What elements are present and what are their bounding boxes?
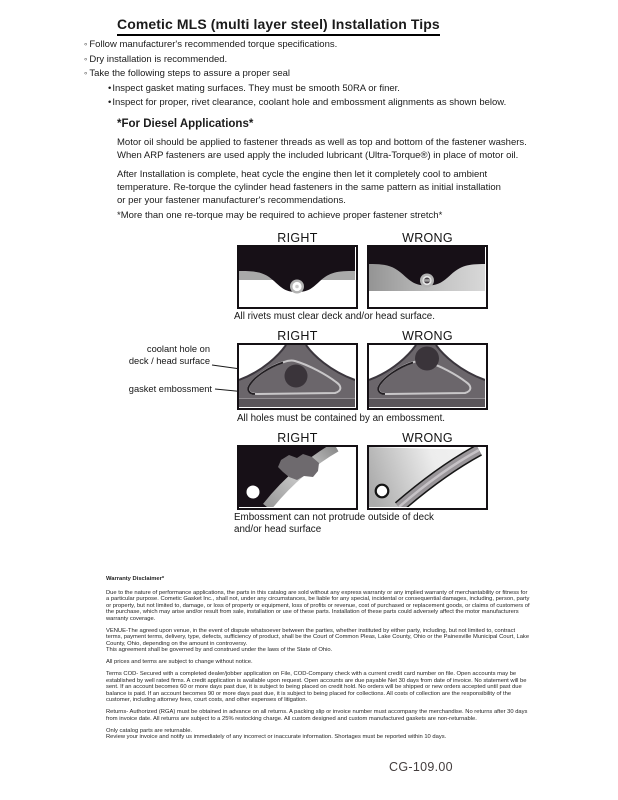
embossment-wrong-drawing	[369, 345, 485, 407]
paragraph-line: After Installation is complete, heat cycle the engine then let it completely cool to ambient	[117, 169, 488, 180]
label-line: coolant hole on	[146, 344, 210, 354]
tip-item	[84, 54, 506, 69]
wrong-label: WRONG	[402, 231, 453, 245]
embossment-right-diagram	[237, 343, 358, 410]
wrong-label: WRONG	[402, 329, 453, 343]
right-label: RIGHT	[277, 231, 318, 245]
protrusion-right-drawing	[239, 447, 355, 507]
paragraph-line: When ARP fasteners are used apply the included lubricant (Ultra-Torque®) in place of motor oil.	[117, 150, 519, 162]
paragraph-line: or per your fastener manufacturer's recommendations.	[117, 195, 346, 207]
rivet-right-diagram	[237, 245, 358, 309]
tip-item	[84, 97, 506, 112]
open-bullet-icon: ◦	[84, 39, 88, 50]
wrong-label: WRONG	[402, 431, 453, 445]
diesel-paragraph-1	[117, 136, 527, 162]
embossment-wrong-diagram	[367, 343, 488, 410]
tip-text: Take the following steps to assure a proper seal	[89, 68, 291, 80]
embossment-label: gasket embossment	[128, 384, 212, 394]
right-label: RIGHT	[277, 329, 318, 343]
embossment-right-drawing	[239, 345, 355, 407]
legal-paragraph: Review your invoice and notify us immediately of any incorrect or inaccurate information. Shortages must be reported within 10 days.	[106, 734, 447, 740]
legal-paragraph: Terms COD- Secured with a completed dealer/jobber application on File, COD-Company check with a current credit card number on file. Open accounts may be established by well rated firms. A credit application is available upon request. Open accounts are due payable Net 30 days from date of invoice. No statement will be sent. If an account becomes 60 or more days past due, it is subject to being placed on credit hold. No orders will be shipped or new orders accepted until past due balance is paid. If an account becomes 90 or more days past due, it is subject to being placed for collections. All costs of collection are the responsibility of the customer, including attorney fees, court costs, and other expenses of litigation.	[106, 671, 527, 703]
paragraph-line: Motor oil should be applied to fastener threads as well as top and bottom of the fastener washers.	[117, 137, 527, 148]
tip-text: Inspect gasket mating surfaces. They must be smooth 50RA or finer.	[112, 82, 400, 94]
retorque-note: *More than one re-torque may be required to achieve proper fastener stretch*	[117, 210, 443, 221]
legal-paragraph: Only catalog parts are returnable.	[106, 727, 193, 734]
pair2-caption: All holes must be contained by an embossment.	[237, 413, 446, 424]
tips-list	[84, 39, 506, 112]
open-bullet-icon: ◦	[84, 68, 88, 80]
legal-paragraph: All prices and terms are subject to change without notice.	[106, 659, 253, 665]
solid-bullet-icon: •	[108, 97, 112, 109]
legal-section	[106, 576, 530, 746]
coolant-hole-label	[106, 344, 210, 367]
paragraph-line: temperature. Re-torque the cylinder head fasteners in the same pattern as initial installation	[117, 182, 501, 194]
legal-paragraph: This agreement shall be governed by and construed under the laws of the State of Ohio.	[106, 647, 333, 653]
solid-bullet-icon: •	[108, 82, 112, 94]
page-title: Cometic MLS (multi layer steel) Installation Tips	[117, 16, 440, 36]
tip-text: Follow manufacturer's recommended torque specifications.	[89, 39, 338, 50]
diesel-paragraph-2	[117, 168, 501, 208]
warranty-heading: Warranty Disclaimer*	[106, 576, 165, 582]
rivet-right-drawing	[239, 247, 355, 306]
open-bullet-icon: ◦	[84, 53, 88, 65]
tip-item	[84, 39, 506, 54]
pair3-caption-line1: Embossment can not protrude outside of deck	[234, 512, 434, 523]
rivet-wrong-drawing	[369, 247, 485, 306]
rivet-wrong-diagram	[367, 245, 488, 309]
pair1-caption: All rivets must clear deck and/or head surface.	[234, 311, 435, 322]
protrusion-wrong-diagram	[367, 445, 488, 510]
page-code: CG-109.00	[389, 760, 453, 774]
tip-item	[84, 83, 506, 98]
tip-text: Dry installation is recommended.	[89, 53, 228, 65]
legal-paragraph: Due to the nature of performance applications, the parts in this catalog are sold without any express warranty or any implied warranty of merchantability or fitness for a particular purpose. Cometic Gasket Inc., shall not, under any circumstances, be liable for any special, incidental or consequential damages, including, person, party or property, but not limited to, damage, or loss of property or equipment, loss of profits or revenue, cost of purchased or replacement goods, or claims of customers of the purchase, which may arise and/or result from sale, installation or use of these parts. Installation of these parts could adversely affect the motor manufacturers warranty coverage.	[106, 589, 530, 622]
diesel-heading: *For Diesel Applications*	[117, 118, 254, 130]
right-label: RIGHT	[277, 431, 318, 445]
tip-item	[84, 68, 506, 83]
protrusion-right-diagram	[237, 445, 358, 510]
pair3-caption-line2: and/or head surface	[234, 524, 322, 535]
legal-paragraph: Returns- Authorized (RGA) must be obtained in advance on all returns. A packing slip or invoice number must accompany the merchandise. No returns after 30 days from invoice date. All returns are subject to a 25% restocking charge. All custom designed and custom manufactured gaskets are non-returnable.	[106, 709, 528, 722]
legal-paragraph: VENUE-The agreed upon venue, in the event of dispute whatsoever between the parties, whether instituted by either party, including, but not limited to, contract terms, payment terms, delivery, type, defects, sufficiency of product, shall be the Court of Common Pleas, Lake County, Ohio or the Painesville Municipal Court, Lake County, Ohio, depending on the amount in controversy.	[106, 627, 530, 647]
label-line: deck / head surface	[128, 355, 210, 366]
protrusion-wrong-drawing	[369, 447, 485, 507]
tip-text: Inspect for proper, rivet clearance, coolant hole and embossment alignments as shown below.	[112, 97, 507, 109]
